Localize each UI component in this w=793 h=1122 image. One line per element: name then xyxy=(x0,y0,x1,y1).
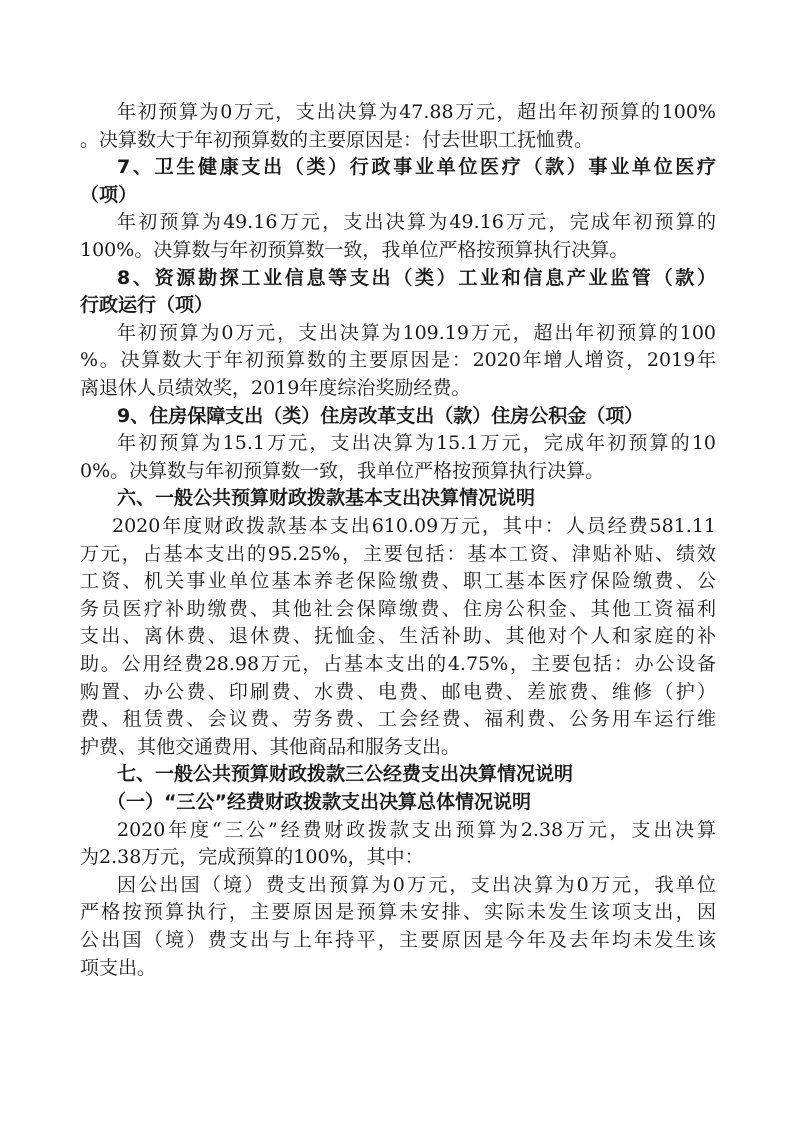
section-heading-7-general: 七、一般公共预算财政拨款三公经费支出决算情况说明 xyxy=(117,763,574,786)
paragraph-line: 年初预算为49.16万元，支出决算为49.16万元，完成年初预算的 xyxy=(117,211,716,234)
paragraph-line: 务员医疗补助缴费、其他社会保障缴费、住房公积金、其他工资福利 xyxy=(80,597,716,620)
paragraph-line: 2020年度财政拨款基本支出610.09万元，其中：人员经费581.11 xyxy=(112,515,716,537)
paragraph-line: 年初预算为15.1万元，支出决算为15.1万元，完成年初预算的10 xyxy=(117,432,716,455)
paragraph-line: 。决算数大于年初预算数的主要原因是：付去世职工抚恤费。 xyxy=(80,128,594,151)
paragraph-line: 项支出。 xyxy=(80,956,157,979)
paragraph-line: 护费、其他交通费用、其他商品和服务支出。 xyxy=(80,735,461,758)
paragraph-line: 购置、办公费、印刷费、水费、电费、邮电费、差旅费、维修（护） xyxy=(80,680,716,703)
paragraph-line: 2020年度“三公”经费财政拨款支出预算为2.38万元，支出决算 xyxy=(117,818,716,841)
paragraph-line: 万元，占基本支出的95.25%，主要包括：基本工资、津贴补贴、绩效 xyxy=(80,542,716,565)
section-heading-9: 9、住房保障支出（类）住房改革支出（款）住房公积金（项） xyxy=(117,404,644,427)
paragraph-line: 因公出国（境）费支出预算为0万元，支出决算为0万元，我单位 xyxy=(117,873,716,896)
subsection-heading-1: （一）“三公”经费财政拨款支出决算总体情况说明 xyxy=(107,791,531,813)
paragraph-line: 助。公用经费28.98万元，占基本支出的4.75%，主要包括：办公设备 xyxy=(80,653,716,675)
paragraph-line: 100%。决算数与年初预算数一致，我单位严格按预算执行决算。 xyxy=(80,239,629,261)
paragraph-line: 工资、机关事业单位基本养老保险缴费、职工基本医疗保险缴费、公 xyxy=(80,570,716,593)
paragraph-line: 支出、离休费、退休费、抚恤金、生活补助、其他对个人和家庭的补 xyxy=(80,625,716,648)
paragraph-line: 公出国（境）费支出与上年持平，主要原因是今年及去年均未发生该 xyxy=(80,929,716,951)
section-heading-6: 六、一般公共预算财政拨款基本支出决算情况说明 xyxy=(117,487,536,510)
paragraph-line: 费、租赁费、会议费、劳务费、工会经费、福利费、公务用车运行维 xyxy=(80,708,716,731)
section-heading-7: 7、卫生健康支出（类）行政事业单位医疗（款）事业单位医疗 xyxy=(117,156,716,179)
paragraph-line: 严格按预算执行，主要原因是预算未安排、实际未发生该项支出，因 xyxy=(80,901,716,924)
paragraph-line: 年初预算为0万元，支出决算为47.88万元，超出年初预算的100% xyxy=(117,101,716,123)
section-heading-8: 8、资源勘探工业信息等支出（类）工业和信息产业监管（款） xyxy=(117,266,716,289)
paragraph-line: 离退休人员绩效奖，2019年度综治奖励经费。 xyxy=(80,377,471,399)
paragraph-line: %。决算数大于年初预算数的主要原因是：2020年增人增资，2019年 xyxy=(80,349,716,372)
paragraph-line: 0%。决算数与年初预算数一致，我单位严格按预算执行决算。 xyxy=(80,459,605,482)
section-heading-7-cont: （项） xyxy=(80,183,138,206)
paragraph-line: 年初预算为0万元，支出决算为109.19万元，超出年初预算的100 xyxy=(117,321,716,344)
section-heading-8-cont: 行政运行（项） xyxy=(80,294,214,317)
paragraph-line: 为2.38万元，完成预算的100%，其中： xyxy=(80,846,424,869)
